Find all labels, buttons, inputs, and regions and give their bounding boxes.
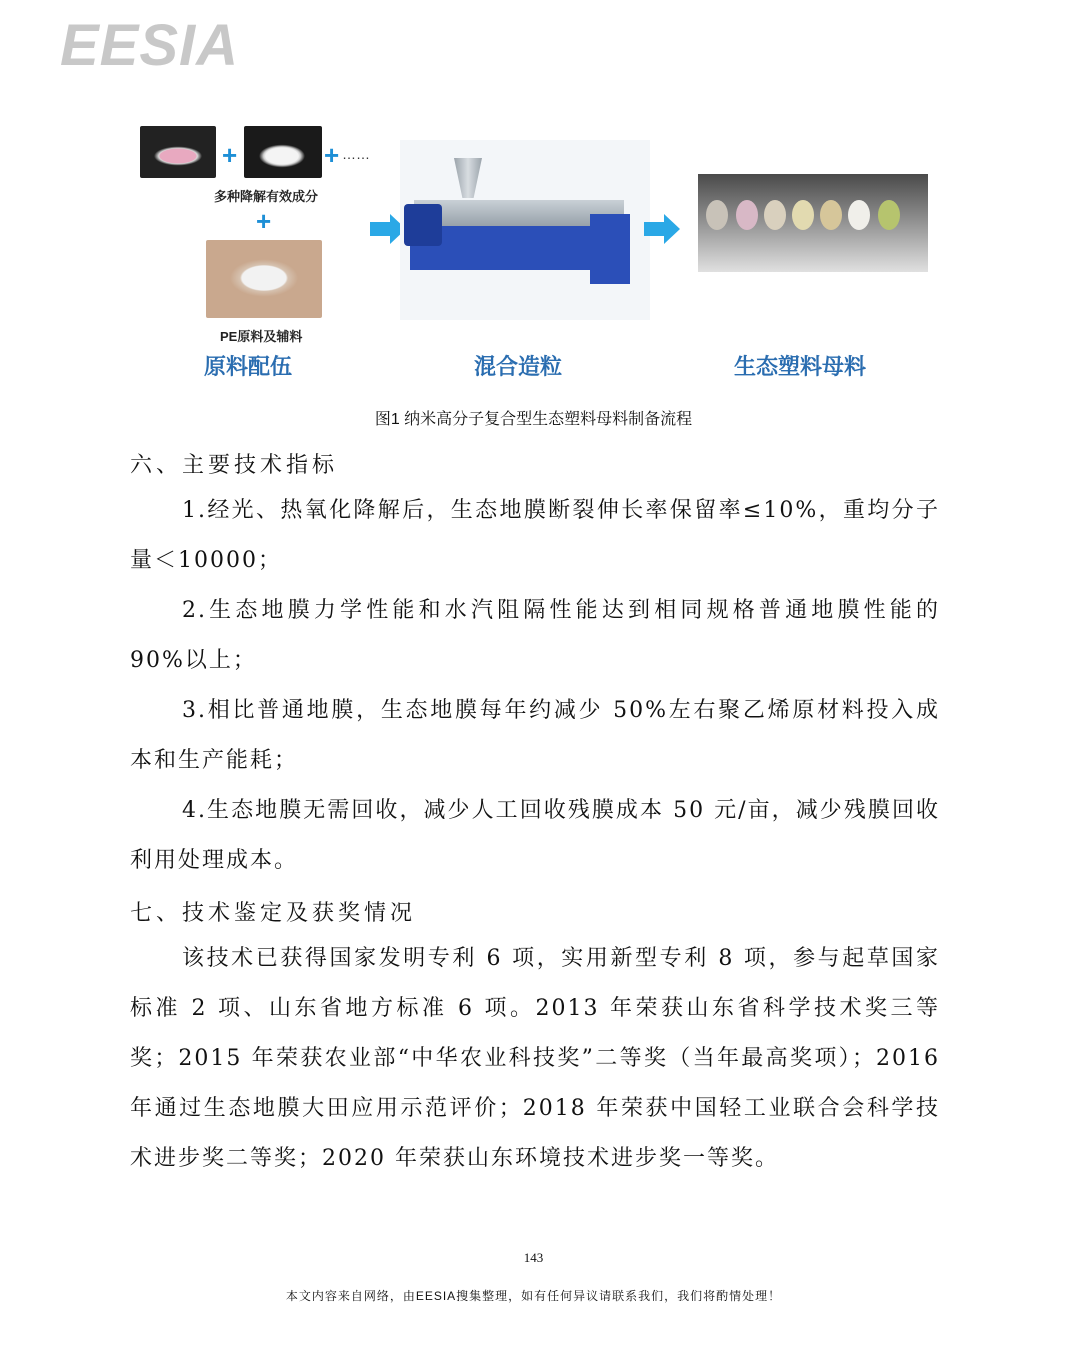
plus-sign: + xyxy=(324,140,340,170)
spec-item-4: 4.生态地膜无需回收，减少人工回收残膜成本 50 元/亩，减少残膜回收利用处理成本。 xyxy=(130,798,940,873)
pink-powder-photo xyxy=(140,126,216,178)
eesia-watermark-logo: EESIA xyxy=(60,13,240,78)
footer-disclaimer: 本文内容来自网络，由EESIA搜集整理，如有任何异议请联系我们，我们将酌情处理！ xyxy=(285,1289,782,1303)
spec-item-3: 3.相比普通地膜，生态地膜每年约减少 50%左右聚乙烯原材料投入成本和生产能耗； xyxy=(130,698,940,773)
section-six-heading: 六、主要技术指标 xyxy=(130,453,339,478)
pe-pellets-photo xyxy=(206,240,322,318)
arrow-right-icon xyxy=(644,214,680,244)
spec-item-2: 2.生态地膜力学性能和水汽阻隔性能达到相同规格普通地膜性能的 90%以上； xyxy=(130,598,940,673)
stage-eco-masterbatch: 生态塑料母料 xyxy=(734,354,867,379)
awards-paragraph: 该技术已获得国家发明专利 6 项，实用新型专利 8 项，参与起草国家标准 2 项、山东省地方标准 6 项。2013 年荣获山东省科学技术奖三等奖；2015 年荣获农业部“中华农业科技奖”二等奖（当年最高奖项）；2016 年通过生态地膜大田应用示范评价；2018 年荣获中国轻工业联合会科学技术进步奖二等奖；2020 年荣获山东环境技术进步奖一等奖。 xyxy=(130,946,940,1171)
plus-sign: + xyxy=(256,206,272,236)
section-seven-heading: 七、技术鉴定及获奖情况 xyxy=(130,901,417,926)
process-figure xyxy=(130,120,940,400)
stage-mixing-granulation: 混合造粒 xyxy=(474,354,563,379)
plus-sign: + xyxy=(222,140,238,170)
ingredients-label: 多种降解有效成分 xyxy=(214,189,319,204)
spec-item-1: 1.经光、热氧化降解后，生态地膜断裂伸长率保留率≤10%，重均分子量＜10000； xyxy=(130,498,940,573)
figure-caption: 图1 纳米高分子复合型生态塑料母料制备流程 xyxy=(374,411,693,428)
white-powder-photo xyxy=(244,126,322,178)
page-number: 143 xyxy=(523,1250,544,1265)
masterbatch-samples-photo xyxy=(698,174,928,272)
extruder-machine-photo xyxy=(400,140,650,320)
pe-material-label: PE原料及辅料 xyxy=(220,329,303,344)
stage-raw-materials: 原料配伍 xyxy=(204,354,293,379)
ellipsis: …… xyxy=(342,146,370,162)
